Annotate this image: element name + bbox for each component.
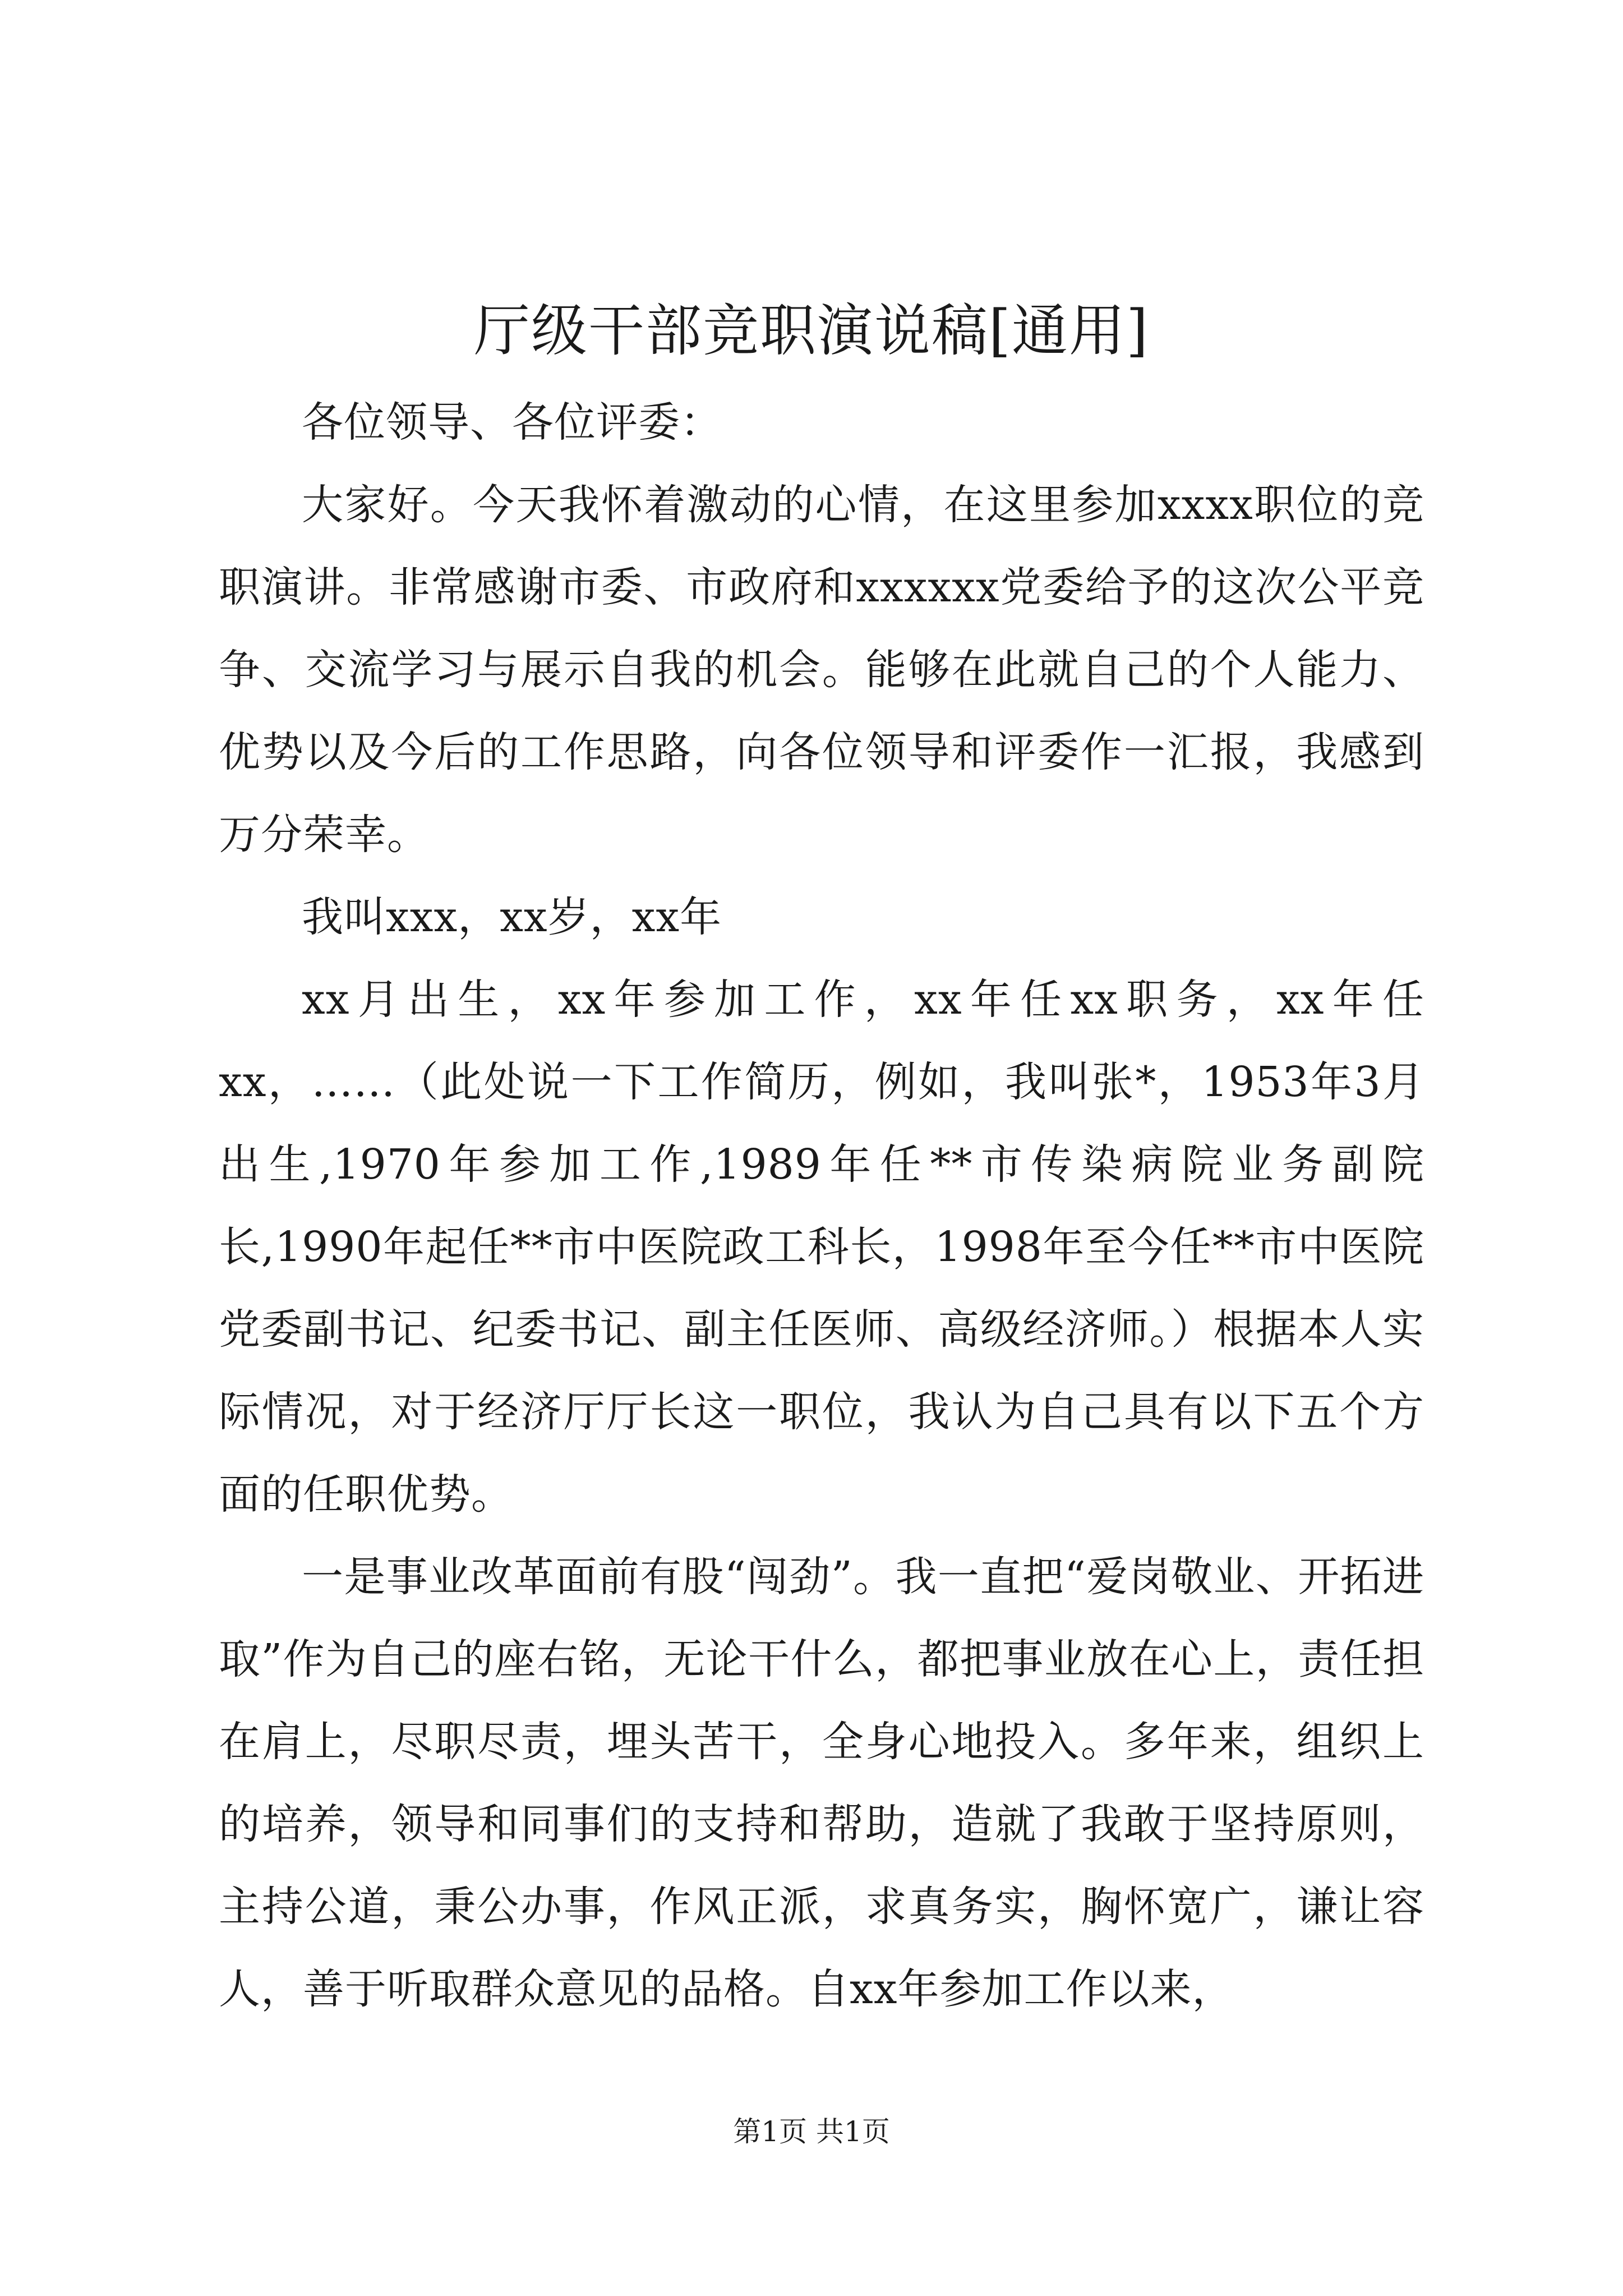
document-body <box>219 381 1424 2031</box>
body-paragraph: 一是事业改革面前有股“闯劲”。我一直把“爱岗敬业、开拓进取”作为自己的座右铭，无论干什么，都把事业放在心上，责任担在肩上，尽职尽责，埋头苦干，全身心地投入。多年来，组织上的培养，领导和同事们的支持和帮助，造就了我敢于坚持原则，主持公道，秉公办事，作风正派，求真务实，胸怀宽广，谦让容人，善于听取群众意见的品格。自xx年参加工作以来， <box>219 1553 1424 2013</box>
document-title: 厅级干部竞职演说稿[通用] <box>473 298 1150 364</box>
salutation-paragraph: 各位领导、各位评委： <box>302 398 722 447</box>
body-paragraph: 我叫xxx，xx岁，xx年 <box>302 893 722 941</box>
body-paragraph: xx月出生，xx年参加工作，xx年任xx职务，xx年任xx，……（此处说一下工作简历，例如，我叫张*，1953年3月出生,1970年参加工作,1989年任**市传染病院业务副院长,1990年起任**市中医院政工科长，1998年至今任**市中医院党委副书记、纪委书记、副主任医师、高级经济师。）根据本人实际情况，对于经济厅厅长这一职位，我认为自己具有以下五个方面的任职优势。 <box>219 976 1424 1519</box>
body-paragraph: 大家好。今天我怀着激动的心情，在这里参加xxxx职位的竞职演讲。非常感谢市委、市政府和xxxxxx党委给予的这次公平竞争、交流学习与展示自我的机会。能够在此就自己的个人能力、优势以及今后的工作思路，向各位领导和评委作一汇报，我感到万分荣幸。 <box>219 481 1424 859</box>
page-number-footer: 第1页 共1页 <box>733 2115 890 2148</box>
